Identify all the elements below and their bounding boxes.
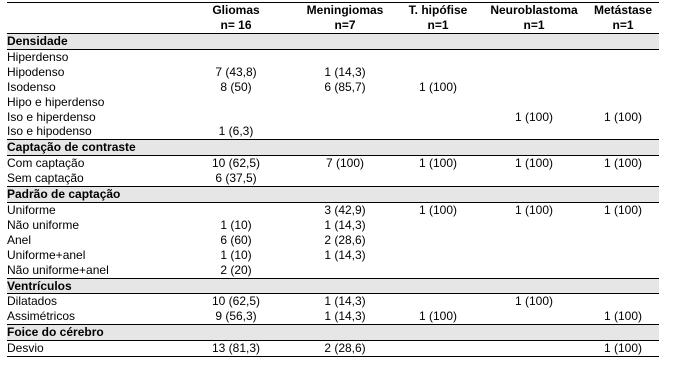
table-row bbox=[7, 156, 659, 171]
row-label: Desvio bbox=[7, 341, 177, 357]
header-name: T. hipófise bbox=[408, 3, 468, 17]
header-col-4 bbox=[587, 3, 659, 34]
header-col-2 bbox=[395, 3, 481, 34]
header-n: n= 16 bbox=[220, 18, 252, 32]
row-label: Isodenso bbox=[7, 79, 56, 94]
section-header-row bbox=[7, 278, 659, 294]
cell-value: 8 (50) bbox=[220, 79, 252, 94]
cell-value: 1 (100) bbox=[418, 202, 458, 217]
section-title: Padrão de captação bbox=[7, 187, 659, 203]
cell-value bbox=[587, 95, 659, 110]
header-name: Metástase bbox=[593, 3, 653, 17]
cell-value bbox=[481, 233, 587, 248]
table-row bbox=[7, 124, 659, 139]
cell-value bbox=[481, 309, 587, 324]
cell-value: 9 (56,3) bbox=[215, 309, 257, 324]
cell-value: 1 (100) bbox=[514, 109, 554, 124]
cell-value bbox=[395, 95, 481, 110]
header-col-0 bbox=[177, 3, 295, 34]
cell-value bbox=[177, 110, 295, 125]
row-label: Não uniforme bbox=[7, 217, 80, 232]
cell-value bbox=[295, 263, 395, 278]
cell-value bbox=[587, 233, 659, 248]
cell-value: 3 (42,9) bbox=[324, 202, 366, 217]
row-label: Iso e hiperdenso bbox=[7, 109, 96, 124]
header-n: n=1 bbox=[612, 18, 634, 32]
cell-value bbox=[177, 49, 295, 64]
cell-value bbox=[481, 218, 587, 233]
cell-value bbox=[481, 171, 587, 186]
table-row bbox=[7, 110, 659, 125]
cell-value bbox=[295, 171, 395, 186]
cell-value: 6 (37,5) bbox=[215, 171, 257, 186]
cell-value bbox=[481, 65, 587, 80]
table-row bbox=[7, 233, 659, 248]
cell-value: 1 (100) bbox=[418, 309, 458, 324]
cell-value bbox=[587, 49, 659, 64]
cell-value bbox=[395, 110, 481, 125]
cell-value bbox=[587, 80, 659, 95]
table-row bbox=[7, 49, 659, 64]
section-title: Foice do cérebro bbox=[7, 325, 659, 341]
table-row bbox=[7, 65, 659, 80]
cell-value bbox=[481, 80, 587, 95]
cell-value bbox=[481, 95, 587, 110]
cell-value: 1 (100) bbox=[603, 202, 643, 217]
cell-value: 1 (100) bbox=[587, 341, 659, 357]
header-col-3 bbox=[481, 3, 587, 34]
table-row bbox=[7, 218, 659, 233]
cell-value bbox=[177, 95, 295, 110]
row-label: Uniforme bbox=[7, 202, 56, 217]
section-header-row bbox=[7, 34, 659, 50]
cell-value bbox=[395, 294, 481, 309]
section-title: Captação de contraste bbox=[7, 140, 659, 156]
cell-value bbox=[587, 263, 659, 278]
row-label: Assimétricos bbox=[7, 309, 76, 324]
cell-value: 1 (14,3) bbox=[324, 64, 366, 79]
row-label: Com captação bbox=[7, 156, 85, 171]
table-body bbox=[7, 34, 659, 357]
cell-value: 1 (6,3) bbox=[218, 124, 254, 139]
cell-value: 6 (60) bbox=[220, 232, 252, 247]
table-row bbox=[7, 341, 659, 357]
cell-value bbox=[587, 171, 659, 186]
section-title: Densidade bbox=[7, 34, 659, 50]
table-row bbox=[7, 171, 659, 186]
table-row bbox=[7, 309, 659, 324]
cell-value: 1 (14,3) bbox=[324, 247, 366, 262]
header-row bbox=[7, 3, 659, 34]
cell-value: 7 (100) bbox=[325, 156, 365, 171]
header-n: n=1 bbox=[523, 18, 545, 32]
cell-value: 1 (14,3) bbox=[324, 294, 366, 309]
cell-value bbox=[587, 65, 659, 80]
cell-value: 2 (20) bbox=[220, 262, 252, 277]
cell-value bbox=[481, 263, 587, 278]
cell-value bbox=[395, 49, 481, 64]
cell-value: 1 (100) bbox=[514, 156, 554, 171]
table-row bbox=[7, 202, 659, 217]
cell-value: 1 (100) bbox=[514, 294, 554, 309]
cell-value: 1 (10) bbox=[220, 247, 252, 262]
row-label: Não uniforme+anel bbox=[7, 262, 109, 277]
header-col-1 bbox=[295, 3, 395, 34]
row-label: Anel bbox=[7, 232, 32, 247]
header-blank bbox=[7, 3, 177, 34]
header-name: Neuroblastoma bbox=[490, 3, 578, 17]
row-label: Dilatados bbox=[7, 294, 58, 309]
cell-value bbox=[395, 233, 481, 248]
cell-value: 1 (100) bbox=[603, 156, 643, 171]
table-row bbox=[7, 263, 659, 278]
cell-value: 1 (14,3) bbox=[324, 217, 366, 232]
cell-value bbox=[587, 218, 659, 233]
cell-value bbox=[395, 171, 481, 186]
cell-value bbox=[295, 110, 395, 125]
cell-value: 10 (62,5) bbox=[211, 156, 261, 171]
cell-value: 13 (81,3) bbox=[177, 341, 295, 357]
table-row bbox=[7, 248, 659, 263]
header-n: n=1 bbox=[427, 18, 449, 32]
cell-value: 1 (10) bbox=[220, 217, 252, 232]
cell-value bbox=[295, 124, 395, 139]
cell-value: 1 (100) bbox=[603, 309, 643, 324]
header-n: n=7 bbox=[334, 18, 356, 32]
cell-value: 7 (43,8) bbox=[215, 64, 257, 79]
row-label: Uniforme+anel bbox=[7, 247, 86, 262]
cell-value: 2 (28,6) bbox=[295, 341, 395, 357]
cell-value bbox=[395, 341, 481, 357]
cell-value bbox=[481, 49, 587, 64]
cell-value bbox=[395, 248, 481, 263]
row-label: Hiperdenso bbox=[7, 49, 69, 64]
cell-value bbox=[395, 65, 481, 80]
table-row bbox=[7, 95, 659, 110]
cell-value: 1 (100) bbox=[514, 202, 554, 217]
cell-value bbox=[481, 124, 587, 139]
row-label: Iso e hipodenso bbox=[7, 124, 92, 139]
cell-value: 1 (100) bbox=[418, 156, 458, 171]
cell-value bbox=[587, 124, 659, 139]
row-label: Sem captação bbox=[7, 171, 84, 186]
section-header-row bbox=[7, 325, 659, 341]
row-label: Hipo e hiperdenso bbox=[7, 94, 105, 109]
cell-value bbox=[481, 248, 587, 263]
table-row bbox=[7, 80, 659, 95]
table-row bbox=[7, 294, 659, 309]
cell-value: 10 (62,5) bbox=[211, 294, 261, 309]
section-header-row bbox=[7, 140, 659, 156]
cell-value: 1 (14,3) bbox=[324, 309, 366, 324]
cell-value: 6 (85,7) bbox=[324, 79, 366, 94]
cell-value bbox=[177, 202, 295, 217]
cell-value: 2 (28,6) bbox=[324, 232, 366, 247]
row-label: Hipodenso bbox=[7, 64, 65, 79]
cell-value bbox=[395, 124, 481, 139]
cell-value bbox=[481, 341, 587, 357]
cell-value bbox=[295, 49, 395, 64]
cell-value: 1 (100) bbox=[603, 109, 643, 124]
cell-value bbox=[587, 248, 659, 263]
cell-value bbox=[395, 218, 481, 233]
section-title: Ventrículos bbox=[7, 278, 659, 294]
cell-value bbox=[395, 263, 481, 278]
header-name: Gliomas bbox=[212, 3, 260, 17]
header-name: Meningiomas bbox=[306, 3, 384, 17]
cell-value bbox=[295, 95, 395, 110]
results-table bbox=[7, 2, 659, 357]
cell-value bbox=[587, 294, 659, 309]
cell-value: 1 (100) bbox=[418, 79, 458, 94]
section-header-row bbox=[7, 187, 659, 203]
